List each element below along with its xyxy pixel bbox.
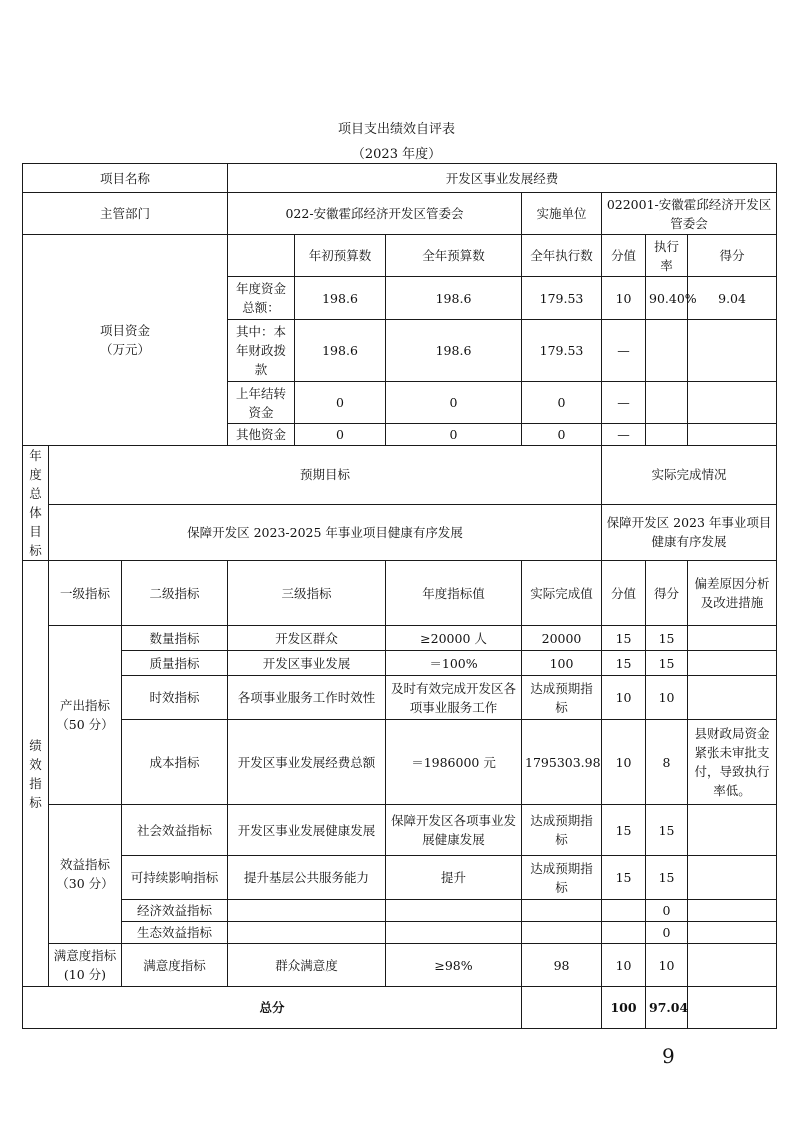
funds-row-label: 其他资金 <box>228 424 295 446</box>
header-score-value: 分值 <box>602 561 646 626</box>
funds-header-executed: 全年执行数 <box>522 235 602 277</box>
header-level3: 三级指标 <box>228 561 386 626</box>
indicator-target: ＝100% <box>386 651 522 676</box>
funds-header-row <box>23 235 777 277</box>
header-deviation: 偏差原因分析及改进措施 <box>688 561 777 626</box>
indicator-row <box>23 651 777 676</box>
indicator-deviation: 县财政局资金紧张未审批支付，导致执行率低。 <box>688 720 777 805</box>
indicator-target <box>386 922 522 944</box>
funds-row-label: 上年结转资金 <box>228 382 295 424</box>
total-row <box>23 987 777 1029</box>
funds-row-full: 0 <box>386 382 522 424</box>
total-empty-cell <box>522 987 602 1029</box>
indicator-row <box>23 676 777 720</box>
indicator-score-value: 10 <box>602 944 646 987</box>
indicator-target: ＝1986000 元 <box>386 720 522 805</box>
indicator-score-value: 10 <box>602 720 646 805</box>
indicator-score: 15 <box>646 856 688 900</box>
indicator-target: ≥20000 人 <box>386 626 522 651</box>
indicator-score-value: 15 <box>602 805 646 856</box>
indicator-level3 <box>228 900 386 922</box>
indicator-level2: 生态效益指标 <box>122 922 228 944</box>
funds-row-score <box>688 382 777 424</box>
indicator-row <box>23 805 777 856</box>
indicator-deviation <box>688 944 777 987</box>
total-score-value: 100 <box>602 987 646 1029</box>
indicator-actual <box>522 922 602 944</box>
goals-content-row <box>23 504 777 560</box>
indicator-score: 0 <box>646 922 688 944</box>
indicator-score: 0 <box>646 900 688 922</box>
indicator-actual: 达成预期指标 <box>522 856 602 900</box>
group-output: 产出指标（50 分） <box>49 626 122 805</box>
indicator-level2: 社会效益指标 <box>122 805 228 856</box>
indicator-actual: 20000 <box>522 626 602 651</box>
indicator-actual: 达成预期指标 <box>522 805 602 856</box>
funds-header-score: 得分 <box>688 235 777 277</box>
impl-label: 实施单位 <box>522 193 602 235</box>
project-name-value: 开发区事业发展经费 <box>228 164 777 193</box>
indicator-level3: 开发区事业发展健康发展 <box>228 805 386 856</box>
indicator-score: 15 <box>646 651 688 676</box>
indicator-actual: 98 <box>522 944 602 987</box>
funds-row-score-value: — <box>602 320 646 382</box>
indicator-level2: 满意度指标 <box>122 944 228 987</box>
funds-row-executed: 0 <box>522 424 602 446</box>
funds-row-rate <box>646 424 688 446</box>
indicator-row <box>23 944 777 987</box>
indicator-row <box>23 856 777 900</box>
indicator-level3: 开发区事业发展 <box>228 651 386 676</box>
indicator-score-value <box>602 900 646 922</box>
indicator-level2: 数量指标 <box>122 626 228 651</box>
indicator-deviation <box>688 922 777 944</box>
funds-label <box>23 235 228 446</box>
funds-row-rate: 90.40% <box>646 277 688 320</box>
goals-actual-header: 实际完成情况 <box>602 446 777 505</box>
funds-row-rate <box>646 320 688 382</box>
funds-row-executed: 179.53 <box>522 277 602 320</box>
dept-label: 主管部门 <box>23 193 228 235</box>
funds-row-initial: 0 <box>295 382 386 424</box>
indicator-deviation <box>688 805 777 856</box>
group-benefit: 效益指标（30 分） <box>49 805 122 944</box>
indicator-level2: 质量指标 <box>122 651 228 676</box>
header-score: 得分 <box>646 561 688 626</box>
indicator-target: 保障开发区各项事业发展健康发展 <box>386 805 522 856</box>
funds-unit: （万元） <box>100 342 151 357</box>
total-score: 97.04 <box>646 987 688 1029</box>
funds-row-initial: 198.6 <box>295 320 386 382</box>
funds-row-label: 年度资金总额： <box>228 277 295 320</box>
indicator-level3: 开发区事业发展经费总额 <box>228 720 386 805</box>
indicator-level3 <box>228 922 386 944</box>
funds-row-score: 9.04 <box>688 277 777 320</box>
indicators-label: 绩效指标 <box>23 561 49 987</box>
page-number: 9 <box>662 1044 675 1068</box>
indicator-actual: 100 <box>522 651 602 676</box>
funds-label-text: 项目资金 <box>100 323 151 338</box>
indicator-actual: 1795303.98 <box>522 720 602 805</box>
indicator-score-value: 15 <box>602 626 646 651</box>
document-subtitle: （2023 年度） <box>351 147 442 162</box>
funds-row-rate <box>646 382 688 424</box>
department-row <box>23 193 777 235</box>
total-deviation <box>688 987 777 1029</box>
indicator-score: 10 <box>646 944 688 987</box>
total-label: 总分 <box>23 987 522 1029</box>
indicator-actual <box>522 900 602 922</box>
self-evaluation-table <box>22 163 777 1029</box>
indicator-level3: 各项事业服务工作时效性 <box>228 676 386 720</box>
funds-corner-cell <box>228 235 295 277</box>
funds-row-full: 198.6 <box>386 320 522 382</box>
goals-expected: 保障开发区 2023-2025 年事业项目健康有序发展 <box>49 504 602 560</box>
funds-header-rate: 执行率 <box>646 235 688 277</box>
indicator-deviation <box>688 900 777 922</box>
indicator-level3: 提升基层公共服务能力 <box>228 856 386 900</box>
funds-row-score <box>688 320 777 382</box>
indicator-row <box>23 922 777 944</box>
funds-row-full: 198.6 <box>386 277 522 320</box>
project-name-label: 项目名称 <box>23 164 228 193</box>
funds-row-score <box>688 424 777 446</box>
indicator-score-value: 15 <box>602 856 646 900</box>
indicator-score: 15 <box>646 626 688 651</box>
funds-row-initial: 0 <box>295 424 386 446</box>
header-target: 年度指标值 <box>386 561 522 626</box>
indicator-target: 及时有效完成开发区各项事业服务工作 <box>386 676 522 720</box>
project-name-row <box>23 164 777 193</box>
indicator-row <box>23 626 777 651</box>
goals-actual: 保障开发区 2023 年事业项目健康有序发展 <box>602 504 777 560</box>
group-satisfaction: 满意度指标(10 分) <box>49 944 122 987</box>
funds-header-score-value: 分值 <box>602 235 646 277</box>
indicator-deviation <box>688 626 777 651</box>
indicator-target: 提升 <box>386 856 522 900</box>
funds-header-full: 全年预算数 <box>386 235 522 277</box>
indicator-level2: 可持续影响指标 <box>122 856 228 900</box>
goals-expected-header: 预期目标 <box>49 446 602 505</box>
header-level1: 一级指标 <box>49 561 122 626</box>
header-actual: 实际完成值 <box>522 561 602 626</box>
indicator-target: ≥98% <box>386 944 522 987</box>
indicator-score-value: 10 <box>602 676 646 720</box>
indicator-deviation <box>688 676 777 720</box>
indicators-header-row <box>23 561 777 626</box>
indicator-score-value <box>602 922 646 944</box>
goals-label: 年度总体目标 <box>23 446 49 561</box>
impl-value: 022001-安徽霍邱经济开发区管委会 <box>602 193 777 235</box>
goals-header-row <box>23 446 777 505</box>
funds-row-executed: 179.53 <box>522 320 602 382</box>
indicator-score: 15 <box>646 805 688 856</box>
funds-row-label: 其中：本年财政拨款 <box>228 320 295 382</box>
indicator-score: 8 <box>646 720 688 805</box>
indicator-level2: 时效指标 <box>122 676 228 720</box>
funds-row-score-value: — <box>602 382 646 424</box>
indicator-score-value: 15 <box>602 651 646 676</box>
indicator-score: 10 <box>646 676 688 720</box>
indicator-target <box>386 900 522 922</box>
funds-header-initial: 年初预算数 <box>295 235 386 277</box>
document-title: 项目支出绩效自评表 <box>337 122 455 137</box>
indicator-level2: 成本指标 <box>122 720 228 805</box>
funds-row-full: 0 <box>386 424 522 446</box>
funds-row-score-value: 10 <box>602 277 646 320</box>
indicator-deviation <box>688 856 777 900</box>
indicator-actual: 达成预期指标 <box>522 676 602 720</box>
indicator-row <box>23 720 777 805</box>
header-level2: 二级指标 <box>122 561 228 626</box>
indicator-level3: 群众满意度 <box>228 944 386 987</box>
indicator-row <box>23 900 777 922</box>
indicator-deviation <box>688 651 777 676</box>
funds-row-score-value: — <box>602 424 646 446</box>
indicator-level3: 开发区群众 <box>228 626 386 651</box>
dept-value: 022-安徽霍邱经济开发区管委会 <box>228 193 522 235</box>
funds-row-executed: 0 <box>522 382 602 424</box>
funds-row-initial: 198.6 <box>295 277 386 320</box>
indicator-level2: 经济效益指标 <box>122 900 228 922</box>
